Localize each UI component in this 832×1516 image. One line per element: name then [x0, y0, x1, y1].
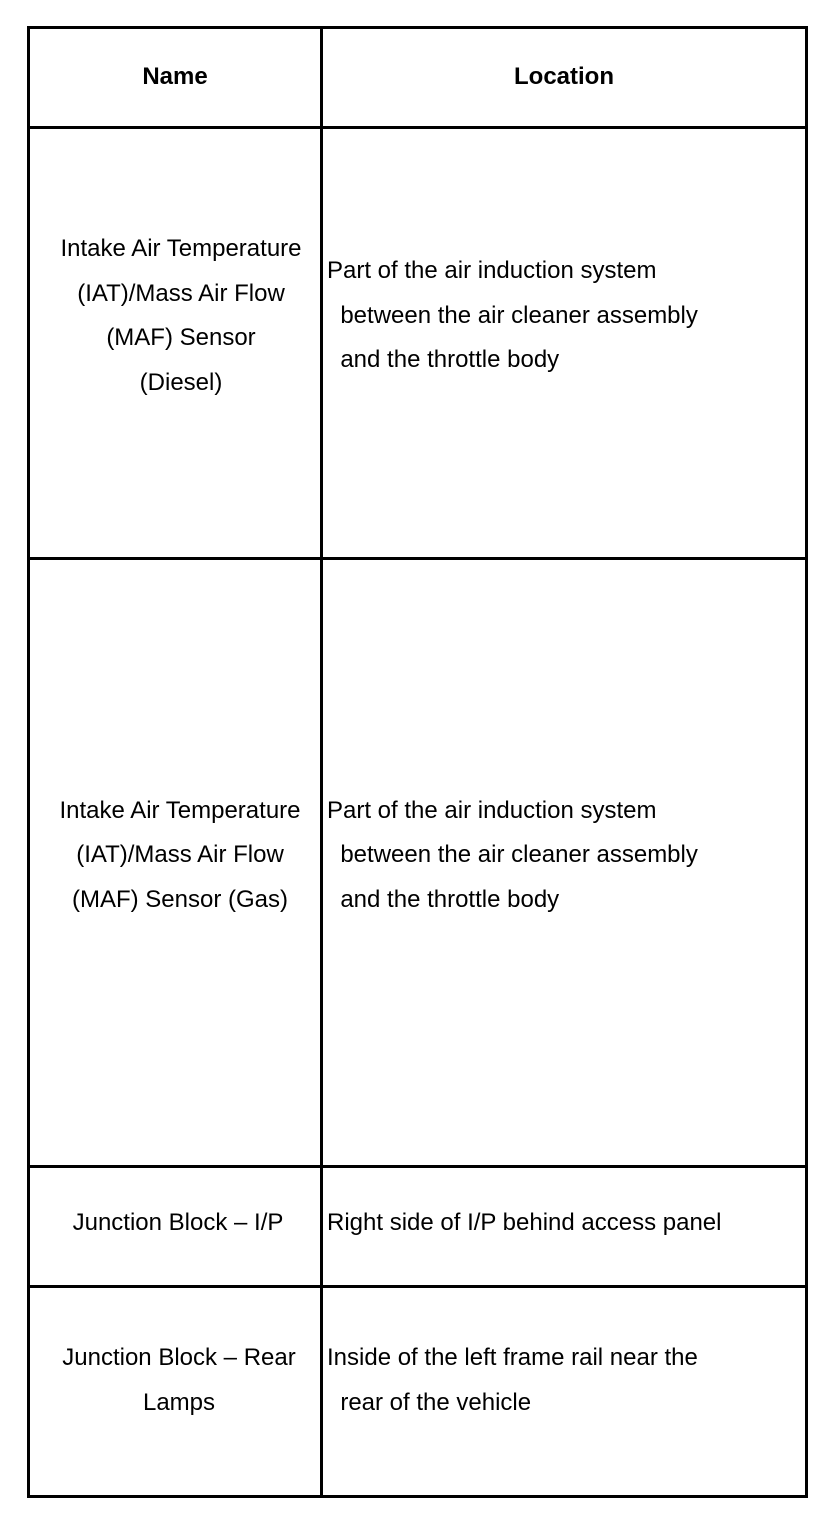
- row-location: Part of the air induction system between the air cleaner assembly and the throttle body: [327, 796, 698, 913]
- row-location: Inside of the left frame rail near the rear of the vehicle: [327, 1344, 698, 1416]
- component-location-table: [27, 26, 808, 1498]
- table-row-location-cell: [323, 1168, 805, 1285]
- row-name: Junction Block – I/P: [72, 1209, 284, 1237]
- table-row-name-cell: [30, 1168, 320, 1285]
- table-row-name-cell: [30, 129, 320, 557]
- header-location-label: Location: [514, 63, 614, 91]
- header-location: [323, 29, 805, 126]
- row-name: Intake Air Temperature (IAT)/Mass Air Flow (MAF) Sensor (Gas): [59, 796, 301, 913]
- table-row-location-cell: [323, 1288, 805, 1495]
- row-name: Junction Block – Rear Lamps: [62, 1344, 296, 1416]
- table-border-right: [805, 26, 808, 1498]
- row-location: Part of the air induction system between the air cleaner assembly and the throttle body: [327, 257, 698, 374]
- table-border-bottom: [27, 1495, 808, 1498]
- table-row-name-cell: [30, 1288, 320, 1495]
- header-name-label: Name: [142, 63, 208, 91]
- table-row-location-cell: [323, 560, 805, 1165]
- row-location: Right side of I/P behind access panel: [327, 1209, 722, 1237]
- header-name: [30, 29, 320, 126]
- table-row-location-cell: [323, 129, 805, 557]
- row-name: Intake Air Temperature (IAT)/Mass Air Flow (MAF) Sensor (Diesel): [60, 235, 302, 396]
- table-row-name-cell: [30, 560, 320, 1165]
